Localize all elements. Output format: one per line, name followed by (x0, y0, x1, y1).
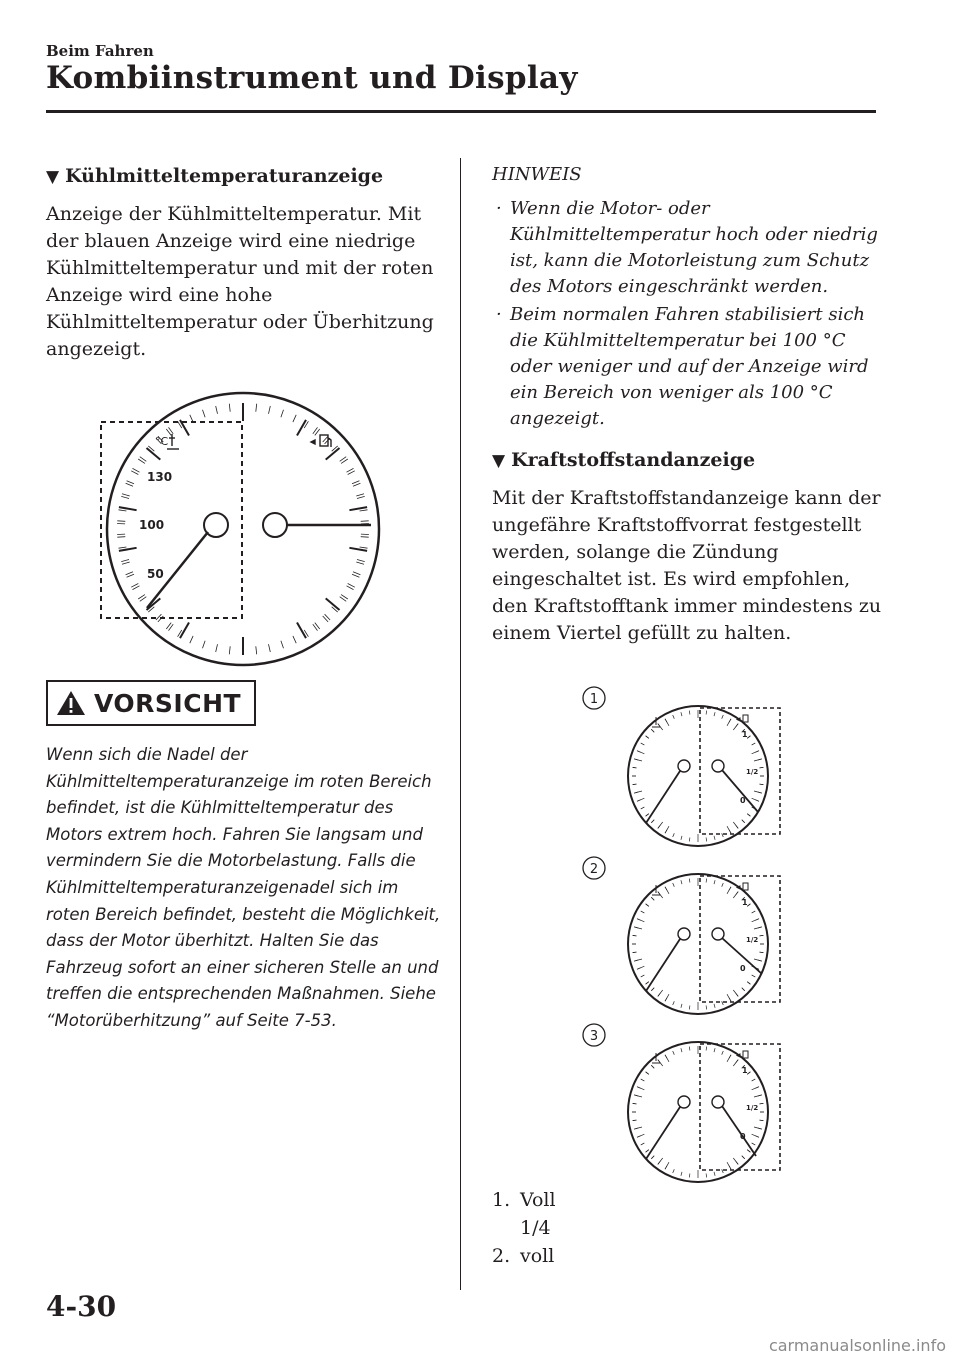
fuel-pump-icon (737, 1051, 748, 1058)
legend-label: Voll (520, 1189, 556, 1211)
bullet-icon: · (496, 198, 502, 219)
fuel-needle (722, 1104, 759, 1156)
note-heading: HINWEIS (492, 164, 582, 185)
warning-icon (48, 689, 94, 717)
legend-label: 1/4 voll (520, 1217, 555, 1267)
fuel-label-half: 1/2 (746, 1104, 759, 1112)
fuel-heading (492, 446, 882, 475)
chapter-title: Kombiinstrument und Display (46, 60, 578, 96)
legend-number: 2. (492, 1245, 511, 1267)
section-label: Beim Fahren (46, 42, 154, 60)
fuel-heading-text: Kraftstoffstandanzeige (511, 449, 756, 471)
svg-text:1: 1 (589, 692, 599, 707)
note-item-text: Beim normalen Fahren stabilisiert sich die Kühlmitteltemperatur bei 100 °C oder weniger und auf der Anzeige wird ein Bereich von weniger als 100 °C angezeigt. (510, 304, 869, 429)
caution-title: VORSICHT (94, 688, 242, 718)
fuel-label-full: 1 (742, 898, 748, 907)
fuel-label-empty: 0 (740, 796, 746, 805)
legend-number: 1. (492, 1189, 511, 1211)
fuel-pump-icon (737, 715, 748, 722)
gauge-bezel (628, 706, 768, 846)
fuel-needle-hub (263, 513, 287, 537)
coolant-needle-hub (678, 1096, 690, 1108)
coolant-needle-hub (678, 760, 690, 772)
triangle-bullet-icon: ▼ (46, 167, 60, 187)
highlight-frame (101, 422, 242, 618)
fuel-pump-icon (311, 435, 331, 447)
fuel-label-full: 1 (742, 730, 748, 739)
gauge-bezel (628, 1042, 768, 1182)
coolant-needle (646, 939, 680, 991)
coolant-gauge-figure (95, 388, 395, 670)
right-column (492, 162, 882, 647)
coolant-needle (646, 771, 680, 823)
left-column (46, 162, 441, 363)
note-item (492, 196, 882, 300)
note-item (492, 302, 882, 432)
coolant-description: Anzeige der Kühlmitteltemperatur. Mit der blauen Anzeige wird eine niedrige Kühlmitteltemperatur und mit der roten Anzeige wird eine hohe Kühlmitteltemperatur oder Überhitzung angezeigt. (46, 203, 434, 360)
caution-box (46, 680, 256, 726)
note-item-text: Wenn die Motor- oder Kühlmitteltemperatur hoch oder niedrig ist, kann die Motorleistung zum Schutz des Motors eingeschränkt werden. (510, 198, 878, 297)
legend-list (492, 1186, 556, 1270)
caution-text: Wenn sich die Nadel der Kühlmitteltemperaturanzeige im roten Bereich befindet, ist die Kühlmitteltemperatur des Motors extrem hoch. Fahren Sie langsam und vermindern Sie die Motorbelastung. Falls die Kühlmitteltemperaturanzeigenadel sich im roten Bereich befindet, besteht die Möglichkeit, dass der Motor überhitzt. Halten Sie das Fahrzeug sofort an einer sicheren Stelle an und treffen die entsprechenden Maßnahmen. Siehe “Motorüberhitzung” auf Seite 7-53. (46, 745, 441, 1030)
coolant-needle (646, 1107, 680, 1159)
bullet-icon: · (496, 304, 502, 325)
legend-item (492, 1214, 555, 1270)
gauge-bezel (628, 874, 768, 1014)
celsius-label: °C (155, 435, 169, 448)
svg-text:3: 3 (589, 1029, 599, 1044)
gauge-label-100: 100 (139, 518, 165, 532)
fuel-label-half: 1/2 (746, 936, 759, 944)
coolant-heading (46, 162, 441, 191)
note-list (492, 196, 882, 432)
triangle-bullet-icon: ▼ (492, 451, 506, 471)
page-number: 4-30 (46, 1290, 117, 1323)
fuel-label-empty: 0 (740, 964, 746, 973)
svg-text:2: 2 (589, 862, 599, 877)
fuel-description: Mit der Kraftstoffstandanzeige kann der ungefähre Kraftstoffvorrat festgestellt werden, solange die Zündung eingeschaltet ist. Es wird empfohlen, den Kraftstofftank immer mindestens zu einem Viertel gefüllt zu halten. (492, 487, 882, 644)
fuel-label-full: 1 (742, 1066, 748, 1075)
gauge-label-130: 130 (147, 470, 173, 484)
gauge-label-50: 50 (147, 567, 164, 581)
fuel-gauge-figure-3 (580, 1036, 790, 1186)
fuel-label-empty: 0 (740, 1132, 746, 1141)
fuel-pump-icon (737, 883, 748, 890)
column-divider (460, 158, 461, 1290)
coolant-heading-text: Kühlmitteltemperaturanzeige (65, 165, 384, 187)
fuel-needle (722, 770, 758, 812)
header-rule (46, 110, 876, 113)
fuel-label-half: 1/2 (746, 768, 759, 776)
watermark: carmanualsonline.info (768, 1336, 946, 1355)
coolant-temp-icon (167, 434, 179, 449)
legend-item (492, 1186, 556, 1214)
fuel-gauge-figure-1 (580, 700, 790, 850)
fuel-gauge-figure-2 (580, 868, 790, 1018)
coolant-needle-hub (678, 928, 690, 940)
